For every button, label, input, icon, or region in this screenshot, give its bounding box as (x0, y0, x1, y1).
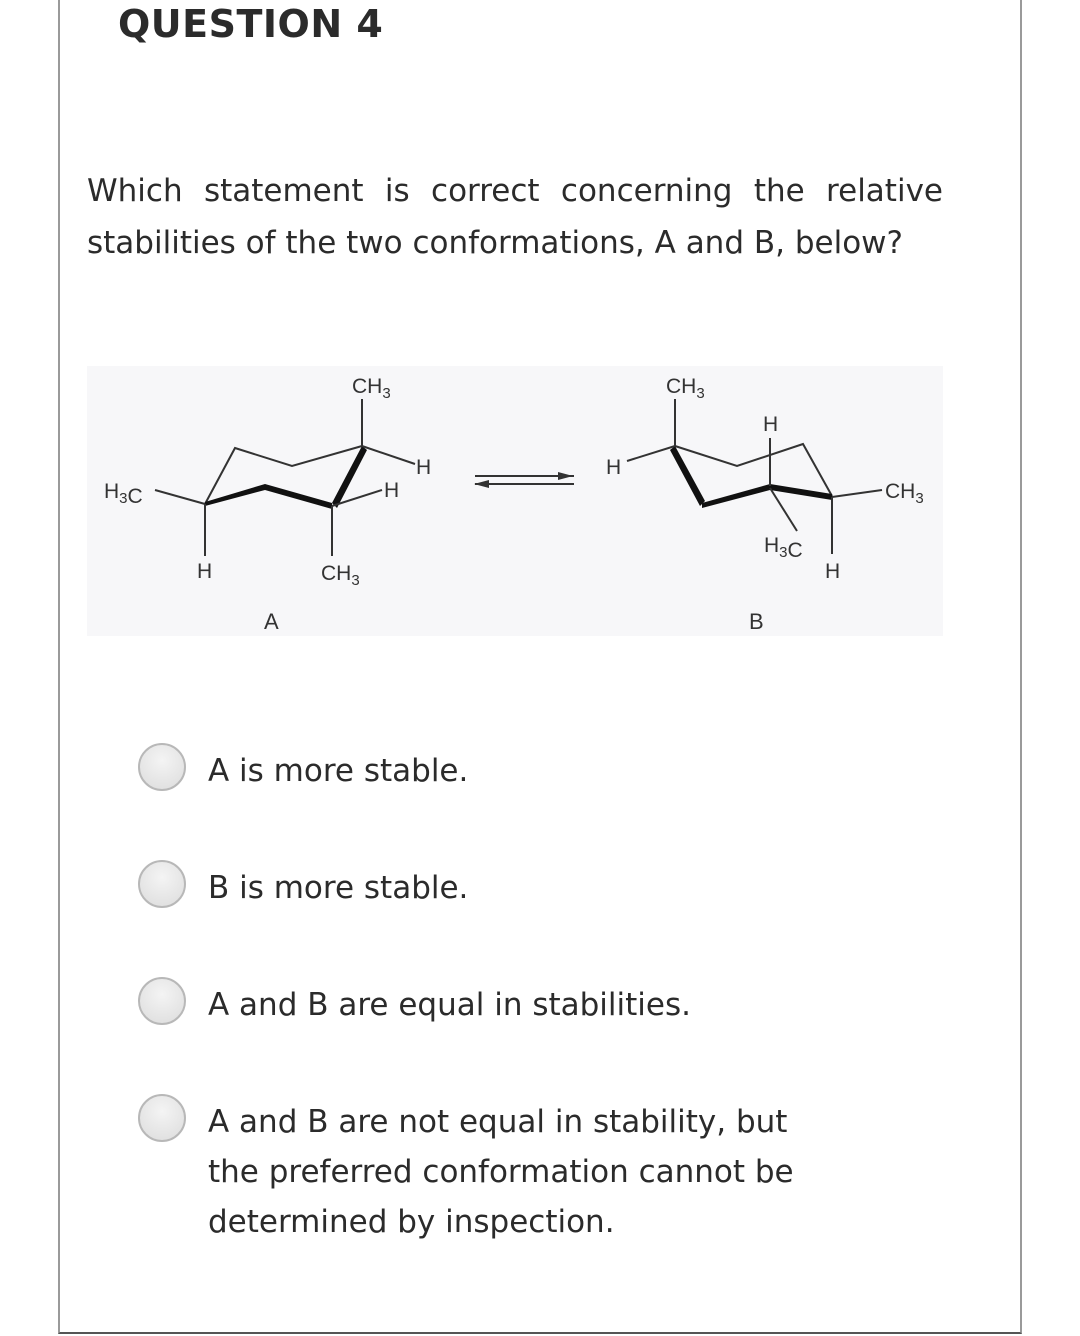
a-bottom-h: H (197, 560, 213, 583)
answer-option-label[interactable]: A and B are equal in stabilities. (208, 987, 691, 1023)
b-bottom-h: H (825, 560, 841, 583)
b-top-ch3: $CH_3$ (666, 375, 705, 402)
b-right-ch3: $CH_3$ (885, 480, 924, 507)
answer-option-label[interactable]: A and B are not equal in stability, but the preferred conformation cannot be determined by inspection. (208, 1104, 794, 1240)
conformation-b (606, 375, 924, 634)
answer-option-label[interactable]: A is more stable. (208, 753, 469, 789)
question-text: Which statement is correct concerning the relative stabilities of the two conformations, A and B, below? (87, 173, 943, 261)
a-right-lower-h: H (384, 479, 400, 502)
answer-option-4[interactable] (138, 1094, 848, 1247)
answer-option-1[interactable] (138, 743, 848, 796)
answer-option-3[interactable] (138, 977, 848, 1030)
b-left-h: H (606, 456, 622, 479)
b-lower-h3c: $H_3C$ (764, 534, 803, 562)
b-label: B (749, 609, 764, 634)
radio-button[interactable] (138, 977, 186, 1025)
equilibrium-arrows-icon (474, 472, 574, 488)
b-top-right-h: H (763, 413, 779, 436)
answer-option-label[interactable]: B is more stable. (208, 870, 469, 906)
radio-button[interactable] (138, 860, 186, 908)
conformations-figure (87, 366, 943, 636)
a-right-upper-h: H (416, 456, 432, 479)
radio-button[interactable] (138, 1094, 186, 1142)
a-left-h3c: $H_3C$ (104, 480, 143, 508)
a-label: A (264, 609, 279, 634)
a-top-ch3: $CH_3$ (352, 375, 391, 402)
answer-option-2[interactable] (138, 860, 848, 913)
conformation-a (104, 375, 431, 634)
radio-button[interactable] (138, 743, 186, 791)
a-bottom-ch3: $CH_3$ (321, 562, 360, 589)
question-title: QUESTION 4 (118, 2, 384, 46)
